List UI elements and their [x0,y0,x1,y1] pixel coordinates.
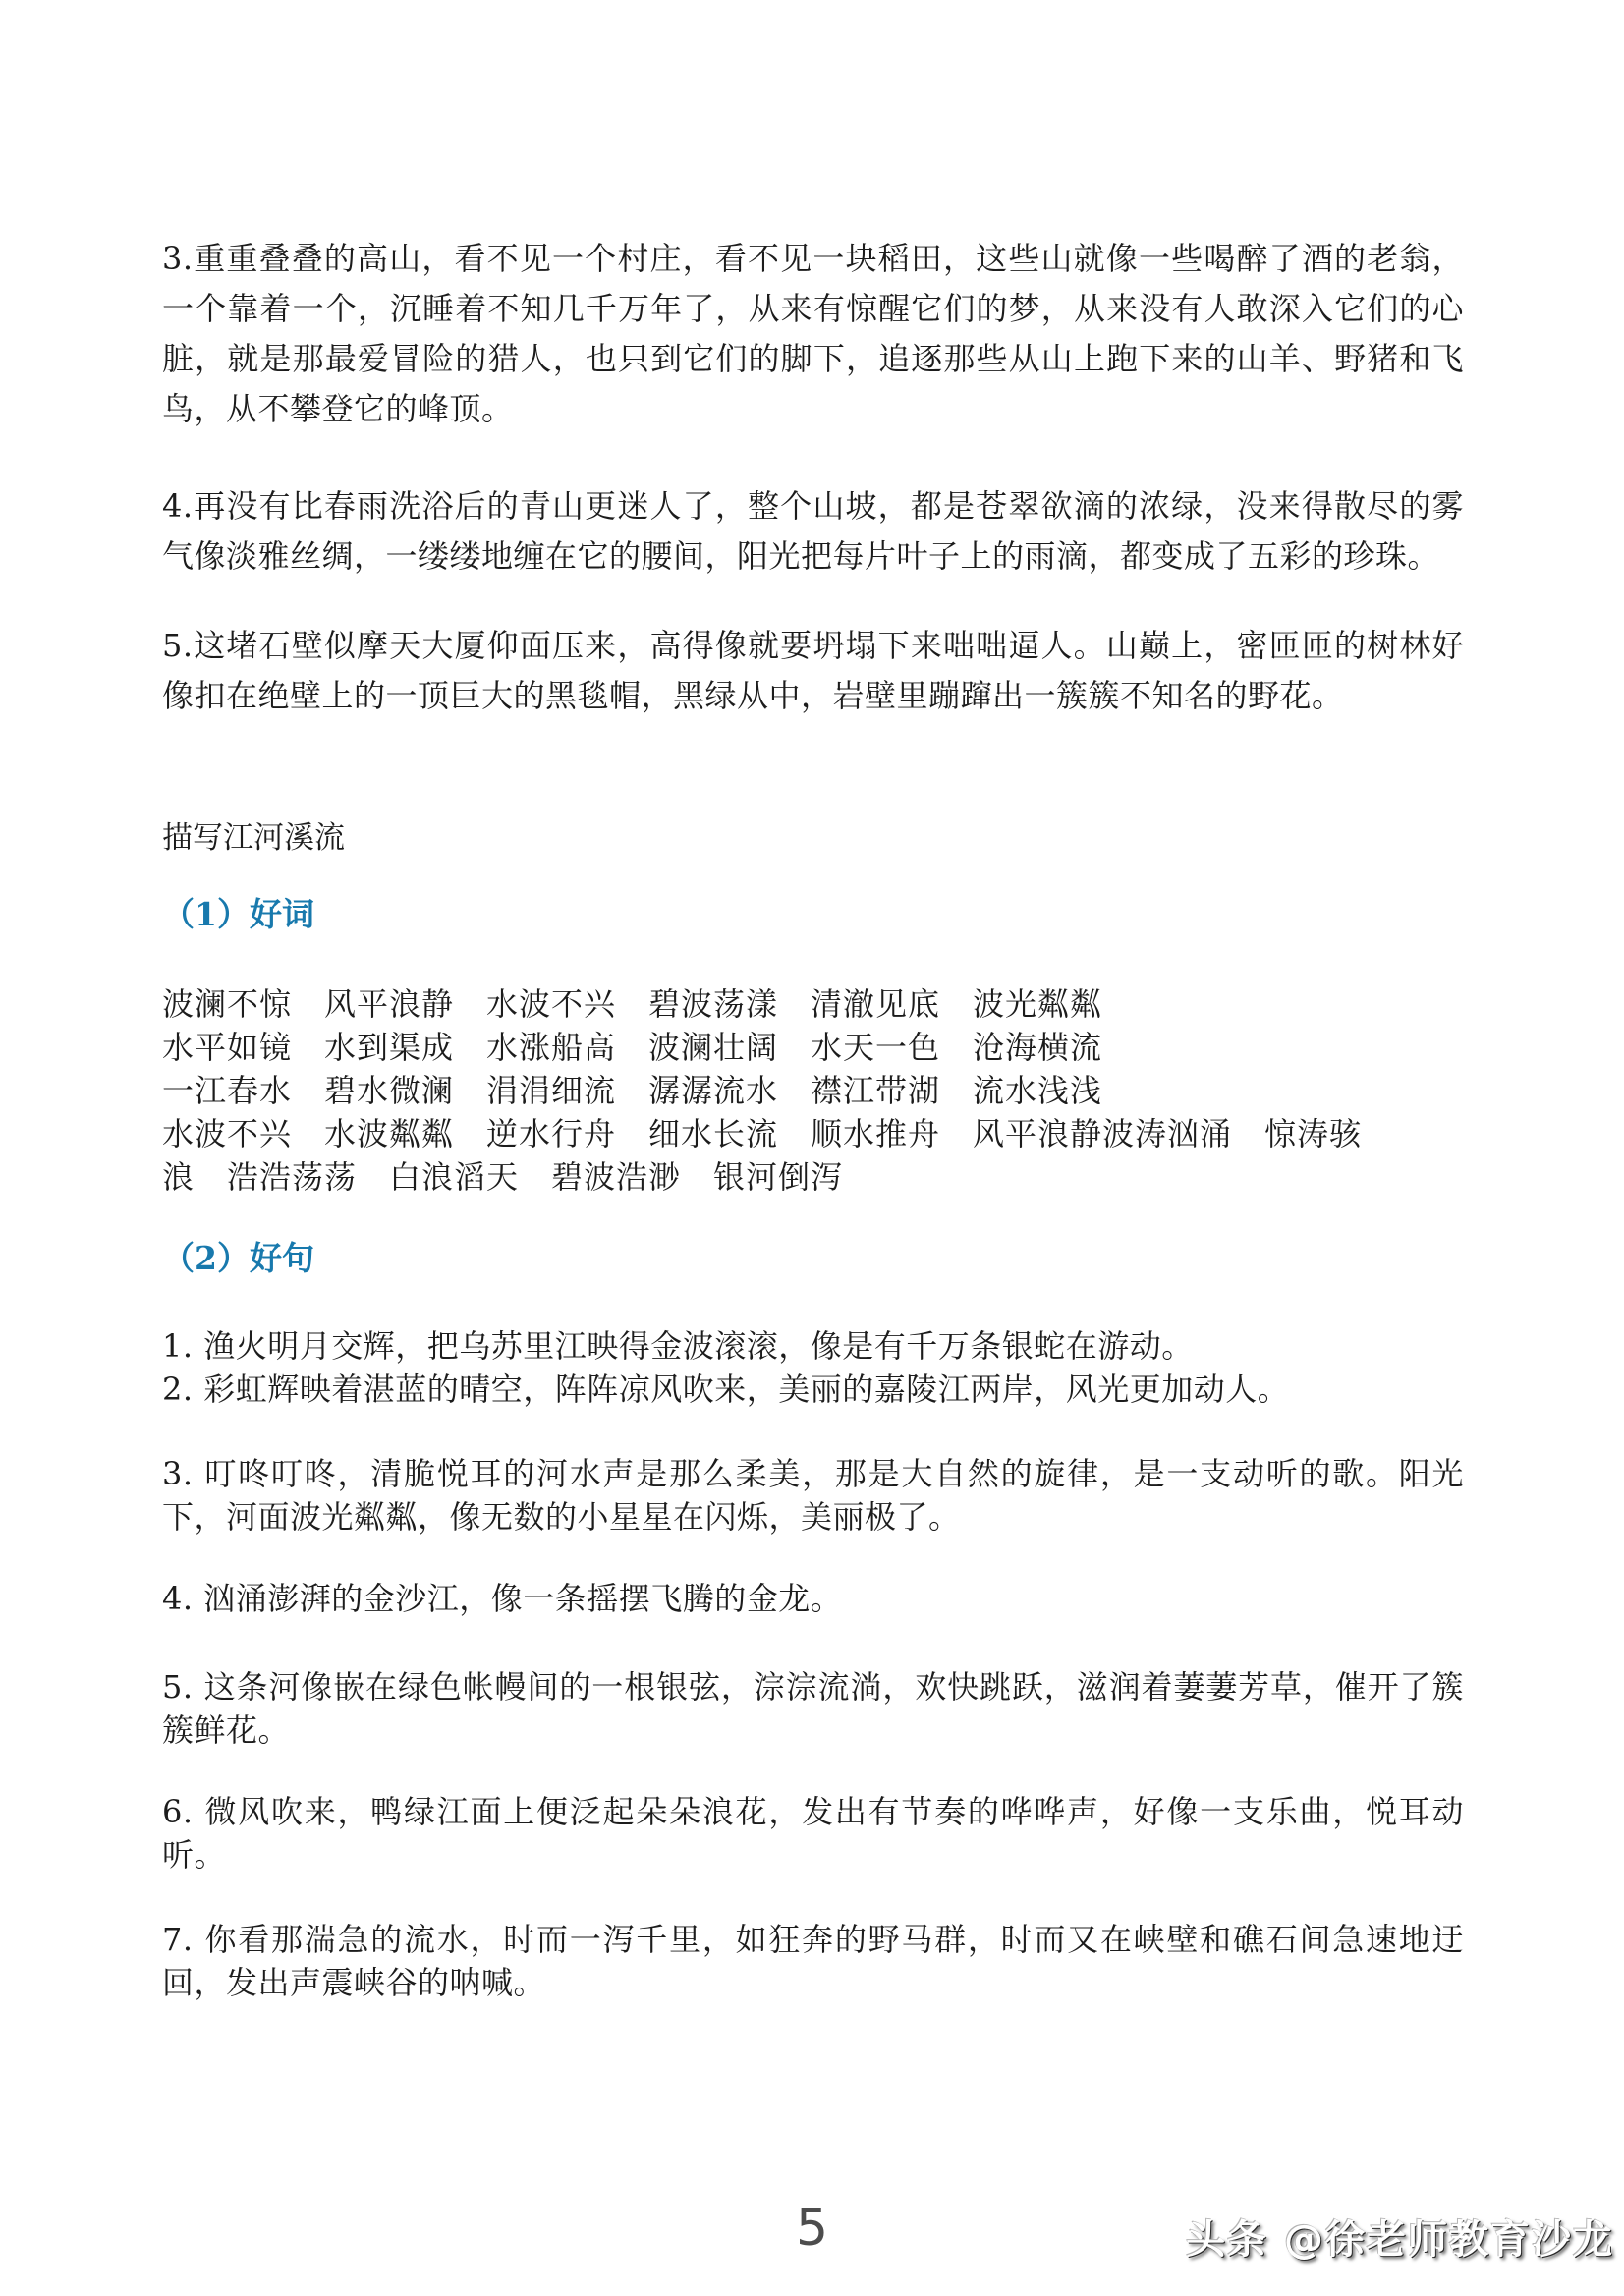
sentence-5: 5. 这条河像嵌在绿色帐幔间的一根银弦，淙淙流淌，欢快跳跃，滋润着萋萋芳草，催开了簇簇鲜花。 [162,1668,1464,1749]
word-row-4: 水波不兴 水波粼粼 逆水行舟 细水长流 顺水推舟 风平浪静波涛汹涌 惊涛骇 [162,1115,1363,1152]
watermark-text: 头条 @徐老师教育沙龙 [1186,2217,1614,2263]
word-row-2: 水平如镜 水到渠成 水涨船高 波澜壮阔 水天一色 沧海横流 [162,1029,1103,1066]
word-row-3: 一江春水 碧水微澜 涓涓细流 潺潺流水 襟江带湖 流水浅浅 [162,1072,1103,1109]
paragraph-4: 4.再没有比春雨洗浴后的青山更迷人了，整个山坡，都是苍翠欲滴的浓绿，没来得散尽的雾气像淡雅丝绸，一缕缕地缠在它的腰间，阳光把每片叶子上的雨滴，都变成了五彩的珍珠。 [162,487,1464,575]
good-words-heading: （1）好词 [162,895,314,933]
paragraph-5: 5.这堵石壁似摩天大厦仰面压来，高得像就要坍塌下来咄咄逼人。山巅上，密匝匝的树林好像扣在绝壁上的一顶巨大的黑毯帽，黑绿从中，岩壁里蹦蹿出一簇簇不知名的野花。 [162,627,1464,714]
section-title-rivers: 描写江河溪流 [162,820,345,856]
word-row-1: 波澜不惊 风平浪静 水波不兴 碧波荡漾 清澈见底 波光粼粼 [162,985,1103,1023]
page-number: 5 [795,2199,829,2258]
good-words-list [162,982,1464,1199]
sentence-3: 3. 叮咚叮咚，清脆悦耳的河水声是那么柔美，那是大自然的旋律，是一支动听的歌。阳光下，河面波光粼粼，像无数的小星星在闪烁，美丽极了。 [162,1455,1464,1536]
sentence-group-1-2 [162,1324,1464,1411]
sentence-2: 2. 彩虹辉映着湛蓝的晴空，阵阵凉风吹来，美丽的嘉陵江两岸，风光更加动人。 [162,1371,1290,1408]
paragraph-3: 3.重重叠叠的高山，看不见一个村庄，看不见一块稻田，这些山就像一些喝醉了酒的老翁，一个靠着一个，沉睡着不知几千万年了，从来有惊醒它们的梦，从来没有人敢深入它们的心脏，就是那最爱冒险的猎人，也只到它们的脚下，追逐那些从山上跑下来的山羊、野猪和飞鸟，从不攀登它的峰顶。 [162,240,1464,427]
sentence-6: 6. 微风吹来，鸭绿江面上便泛起朵朵浪花，发出有节奏的哗哗声，好像一支乐曲，悦耳动听。 [162,1793,1464,1874]
sentence-7: 7. 你看那湍急的流水，时而一泻千里，如狂奔的野马群，时而又在峡壁和礁石间急速地迂回，发出声震峡谷的呐喊。 [162,1921,1464,2001]
good-sentences-heading: （2）好句 [162,1239,314,1277]
sentence-1: 1. 渔火明月交辉，把乌苏里江映得金波滚滚，像是有千万条银蛇在游动。 [162,1327,1194,1365]
word-row-5: 浪 浩浩荡荡 白浪滔天 碧波浩渺 银河倒泻 [162,1158,844,1196]
sentence-4: 4. 汹涌澎湃的金沙江，像一条摇摆飞腾的金龙。 [162,1580,843,1617]
